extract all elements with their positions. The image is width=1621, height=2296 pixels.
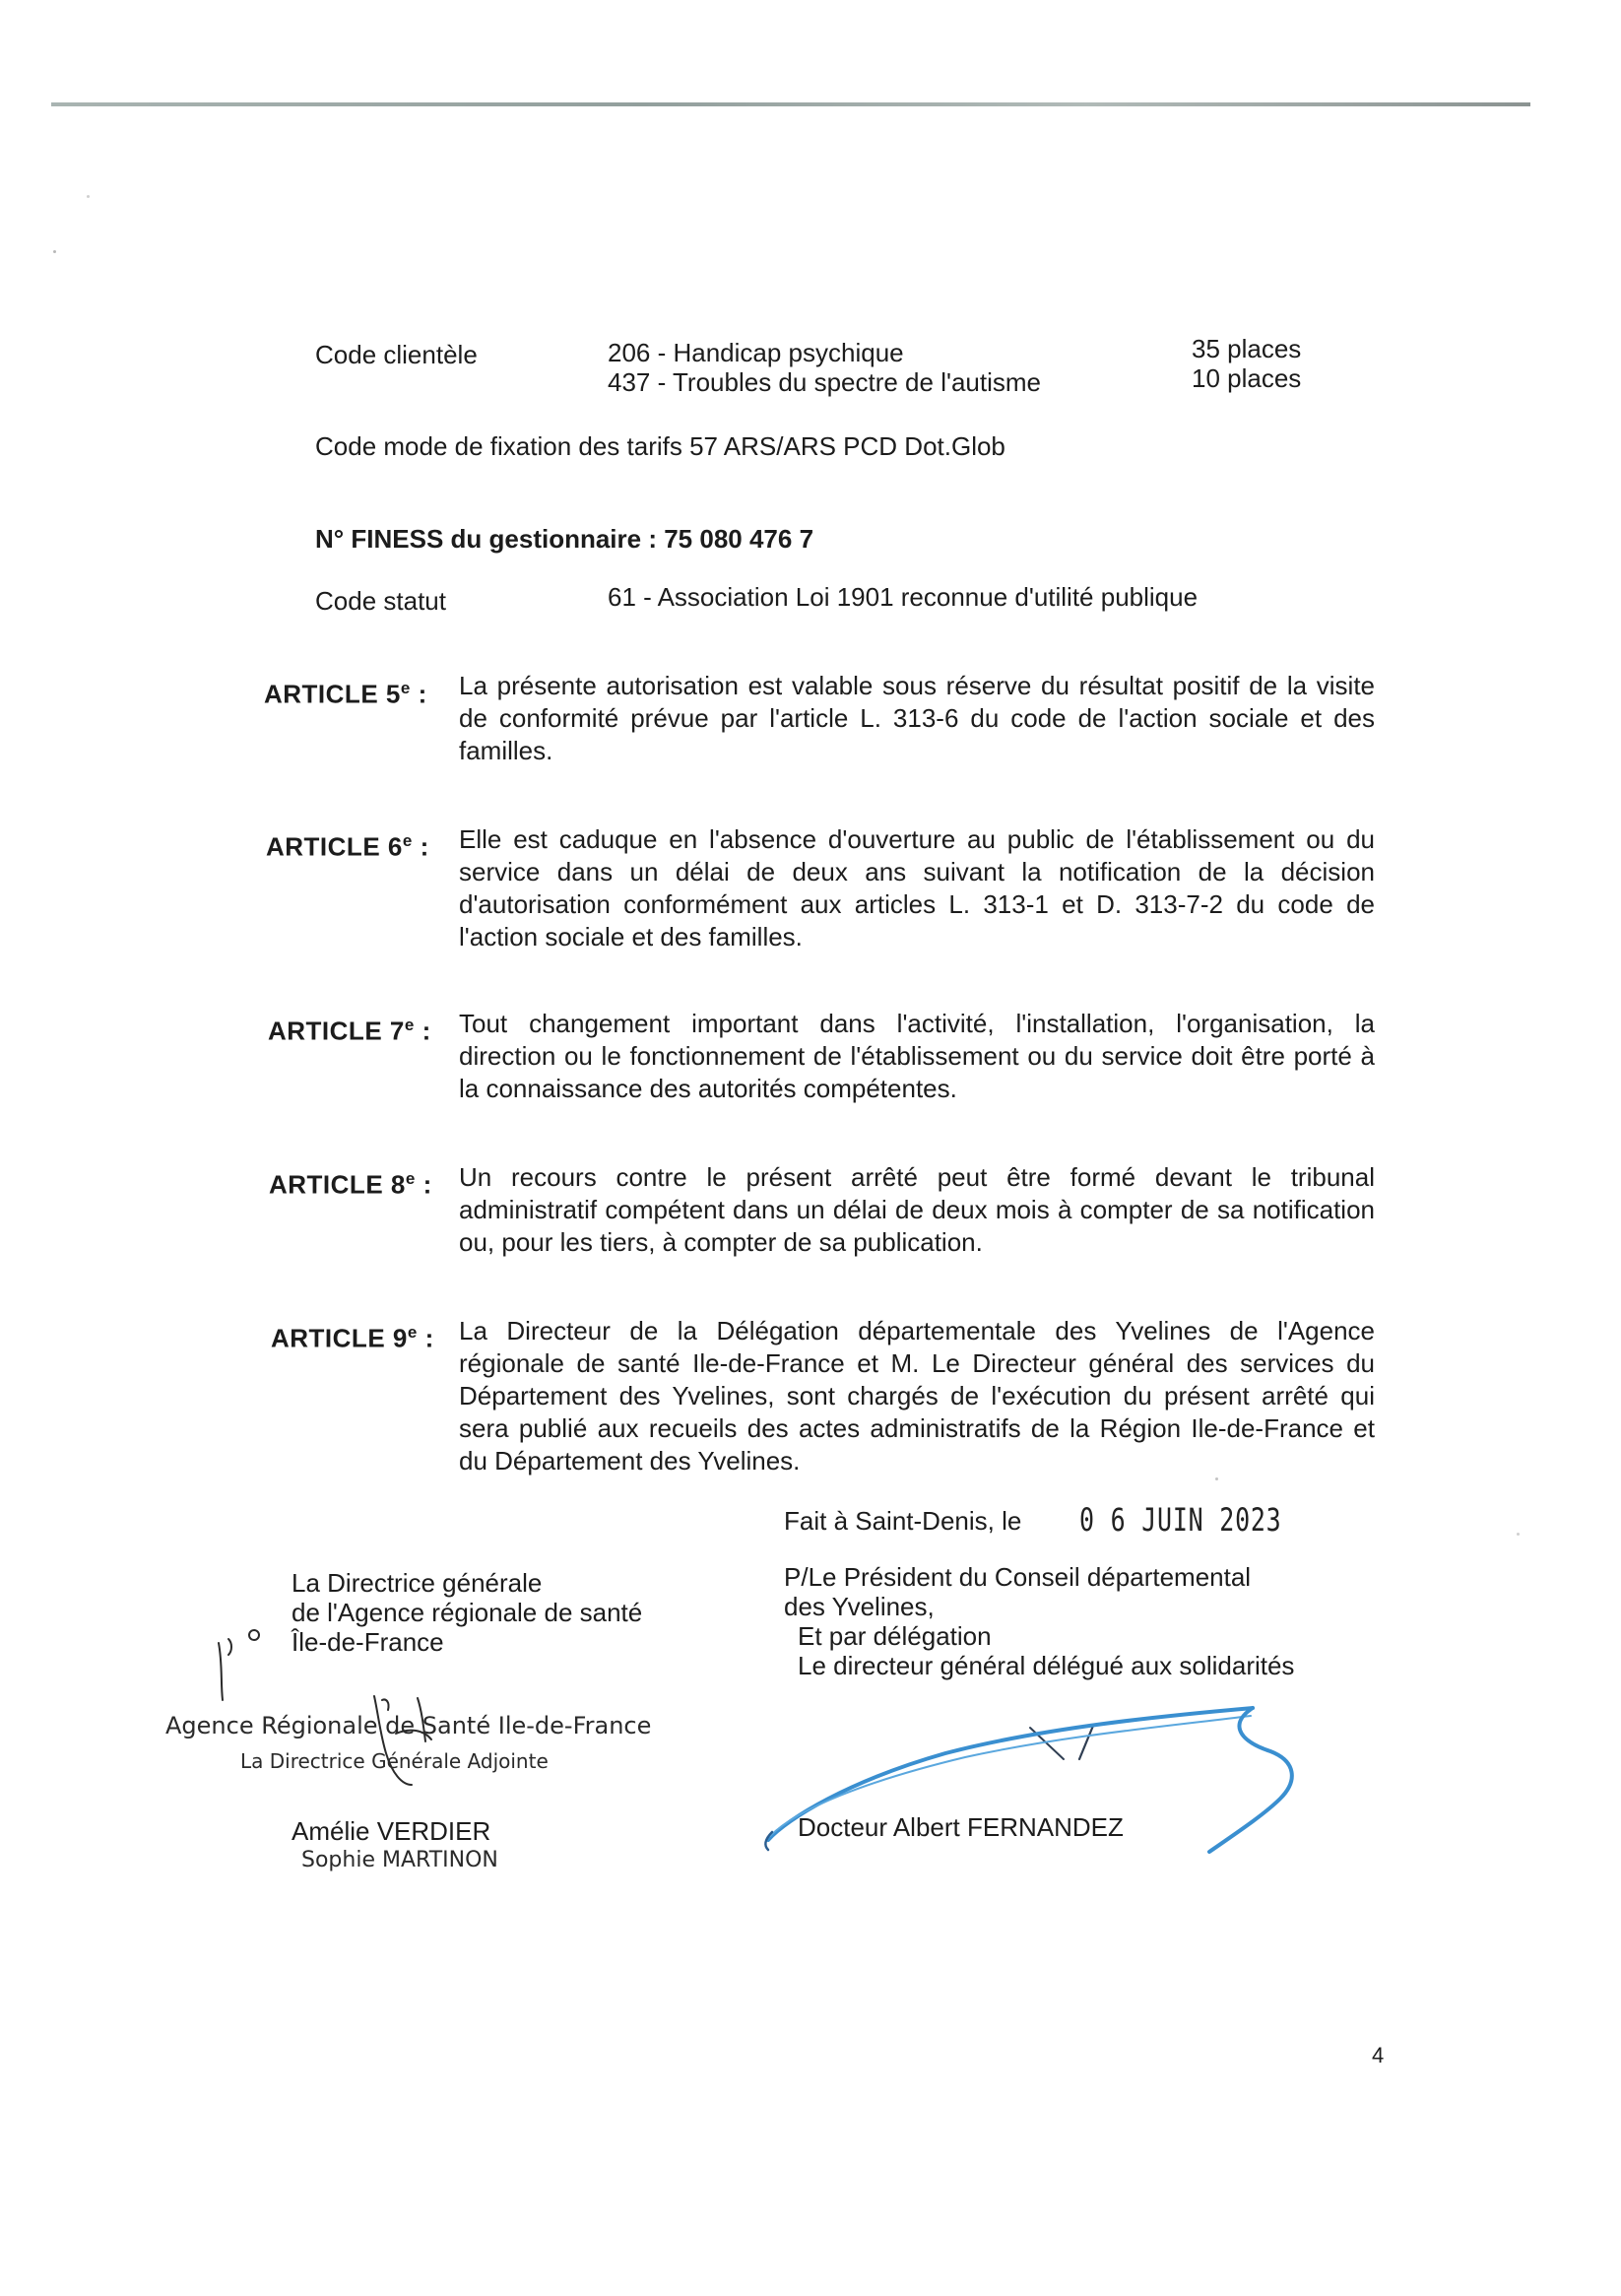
article-8-number: 8	[390, 1169, 406, 1200]
left-signatory-line-3: Île-de-France	[292, 1627, 444, 1657]
article-7-label: ARTICLE 7e :	[268, 1016, 431, 1046]
right-signatory-title	[784, 1562, 1294, 1680]
article-5-text: La présente autorisation est valable sous réserve du résultat positif de la visite de conformité prévue par l'article L. 313-6 du code de l'action sociale et des familles.	[459, 671, 1375, 765]
tarifs-mode-text: Code mode de fixation des tarifs 57 ARS/ARS PCD Dot.Glob	[315, 431, 1005, 461]
statut-label: Code statut	[315, 586, 446, 616]
clientele-places-437: 10 places	[1192, 363, 1302, 393]
scan-top-rule	[51, 102, 1530, 106]
finess-gestionnaire: N° FINESS du gestionnaire : 75 080 476 7	[315, 524, 814, 554]
article-6-label: ARTICLE 6e :	[266, 831, 429, 862]
right-signatory-name: Docteur Albert FERNANDEZ	[798, 1812, 1124, 1842]
article-5-word: ARTICLE	[264, 679, 379, 709]
scan-speck	[1215, 1477, 1218, 1480]
article-8-label: ARTICLE 8e :	[269, 1169, 432, 1200]
clientele-code-437: 437 - Troubles du spectre de l'autisme	[608, 367, 1041, 397]
clientele-places-206: 35 places	[1192, 334, 1302, 363]
ars-stamp-line-2: La Directrice Générale Adjointe	[240, 1749, 549, 1773]
article-5-number: 5	[385, 679, 401, 709]
ars-stamp-line-1: Agence Régionale de Santé Ile-de-France	[165, 1712, 652, 1739]
right-signatory-line-4: Le directeur général délégué aux solidarités	[798, 1651, 1295, 1680]
date-stamp: 0 6 JUIN 2023	[1079, 1501, 1282, 1539]
signing-place: Fait à Saint-Denis, le	[784, 1506, 1022, 1536]
clientele-label: Code clientèle	[315, 340, 478, 369]
article-7-text: Tout changement important dans l'activité, l'installation, l'organisation, la direction ou le fonctionnement de l'établissement ou du service doit être porté à la connaissance des autorités compétentes.	[459, 1009, 1375, 1103]
article-9-label: ARTICLE 9e :	[271, 1323, 434, 1353]
article-8-text: Un recours contre le présent arrêté peut être formé devant le tribunal administratif compétent dans un délai de deux mois à compter de sa notification ou, pour les tiers, à compter de sa publication.	[459, 1162, 1375, 1257]
article-5-suffix: e	[400, 679, 411, 697]
article-8-suffix: e	[405, 1169, 416, 1188]
article-9-suffix: e	[407, 1323, 418, 1342]
article-6-number: 6	[387, 831, 403, 862]
right-signatory-line-2: des Yvelines,	[784, 1592, 935, 1621]
article-9-word: ARTICLE	[271, 1323, 386, 1353]
left-signatory-line-2: de l'Agence régionale de santé	[292, 1598, 643, 1627]
left-signatory-title	[292, 1568, 642, 1657]
scan-speck	[87, 195, 90, 198]
article-9-number: 9	[392, 1323, 408, 1353]
article-7-number: 7	[389, 1016, 405, 1046]
article-7-suffix: e	[404, 1016, 415, 1034]
left-signatory-line-1: La Directrice générale	[292, 1568, 543, 1598]
article-9-text: La Directeur de la Délégation départementale des Yvelines de l'Agence régionale de santé Ile-de-France et M. Le Directeur général des services du Département des Yvelines, sont chargés de l'exécution du présent arrêté qui sera publié aux recueils des actes administratifs de la Région Ile-de-France et du Département des Yvelines.	[459, 1316, 1375, 1476]
scan-speck	[53, 250, 56, 253]
clientele-code-206: 206 - Handicap psychique	[608, 338, 904, 367]
right-signatory-line-1: P/Le Président du Conseil départemental	[784, 1562, 1252, 1592]
article-6-word: ARTICLE	[266, 831, 381, 862]
statut-value: 61 - Association Loi 1901 reconnue d'utilité publique	[608, 582, 1199, 612]
article-8-word: ARTICLE	[269, 1169, 384, 1200]
article-6-text: Elle est caduque en l'absence d'ouverture au public de l'établissement ou du service dans un délai de deux ans suivant la notification de la décision d'autorisation conformément aux articles L. 313-1 et D. 313-7-2 du code de l'action sociale et des familles.	[459, 824, 1375, 951]
right-signatory-line-3: Et par délégation	[798, 1621, 992, 1651]
scan-speck	[1517, 1533, 1520, 1536]
article-7-word: ARTICLE	[268, 1016, 383, 1046]
ars-stamp-name: Sophie MARTINON	[301, 1848, 498, 1872]
article-5-label: ARTICLE 5e :	[264, 679, 427, 709]
left-signatory-name: Amélie VERDIER	[292, 1816, 491, 1846]
article-6-suffix: e	[402, 831, 413, 850]
page-number: 4	[1372, 2043, 1385, 2067]
